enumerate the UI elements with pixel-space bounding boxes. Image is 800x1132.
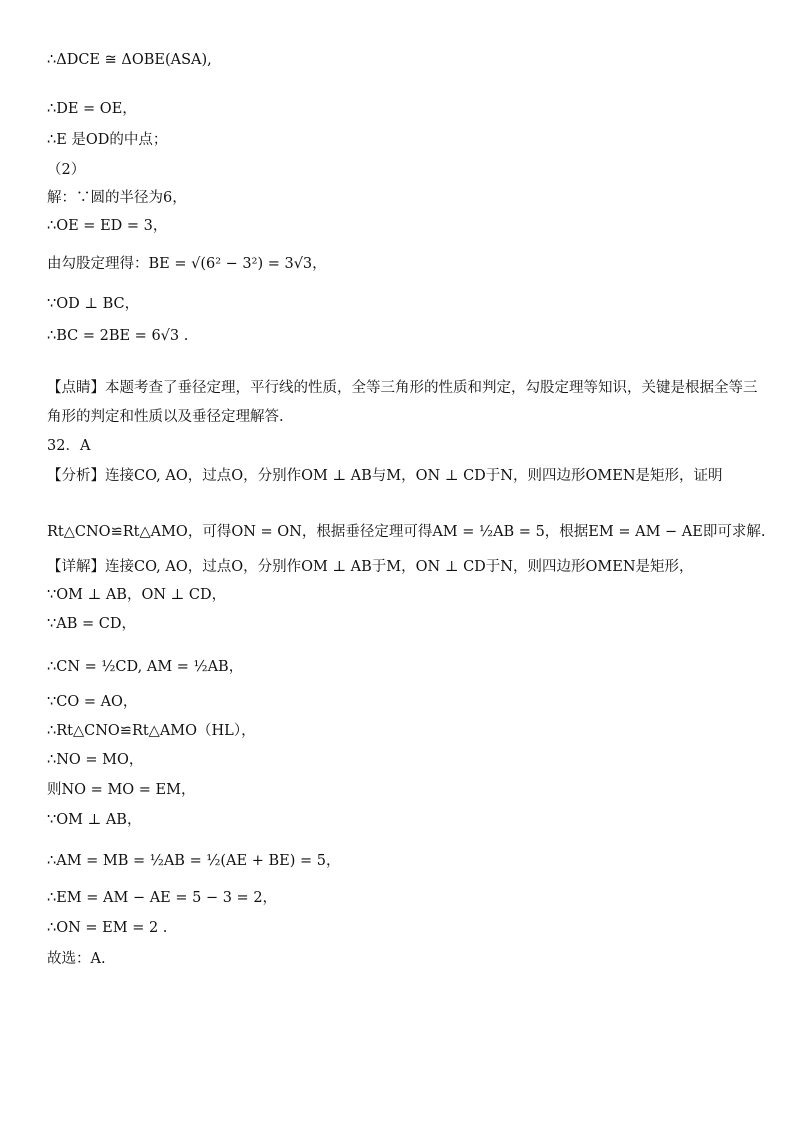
text-line: ∴DE = OE， [47, 101, 137, 117]
text-line: ∴NO = MO， [47, 752, 144, 768]
question-number: 32．A [47, 438, 91, 454]
text-line: ∴ON = EM = 2 . [47, 920, 168, 936]
text-line: ∴BC = 2BE = 6√3 . [47, 328, 189, 344]
text-line: ∵OM ⊥ AB， [47, 812, 142, 828]
text-line: ∵CO = AO， [47, 694, 138, 710]
analysis-line: 【分析】连接CO, AO，过点O，分别作OM ⊥ AB与M，ON ⊥ CD于N，则四边形OMEN是矩形，证明 [47, 468, 723, 484]
detail-line: 【详解】连接CO, AO，过点O，分别作OM ⊥ AB于M，ON ⊥ CD于N，则四边形OMEN是矩形， [47, 559, 694, 575]
text-line: 由勾股定理得：BE = √(6² − 3²) = 3√3， [47, 256, 327, 272]
text-line: ∴OE = ED = 3， [47, 218, 168, 234]
text-line: ∵AB = CD， [47, 616, 136, 632]
text-line: ∵OM ⊥ AB，ON ⊥ CD， [47, 587, 227, 603]
text-line: ∴AM = MB = ½AB = ½(AE + BE) = 5， [47, 853, 341, 869]
note-line: 角形的判定和性质以及垂径定理解答. [47, 409, 284, 425]
text-line: （2） [47, 162, 86, 178]
text-line: 则NO = MO = EM， [47, 782, 196, 798]
text-line: ∵OD ⊥ BC， [47, 296, 140, 312]
note-line: 【点睛】本题考查了垂径定理，平行线的性质，全等三角形的性质和判定，勾股定理等知识，关键是根据全等三 [47, 380, 758, 396]
text-line: ∴CN = ½CD, AM = ½AB， [47, 659, 244, 675]
answer-line: 故选：A. [47, 951, 106, 967]
analysis-line: Rt△CNO≌Rt△AMO，可得ON = ON，根据垂径定理可得AM = ½AB = 5，根据EM = AM − AE即可求解. [47, 524, 766, 540]
text-line: ∴Rt△CNO≌Rt△AMO（HL）， [47, 723, 256, 739]
text-line: 解：∵圆的半径为6， [47, 190, 187, 206]
text-line: ∴E 是OD的中点； [47, 132, 168, 148]
text-line: ∴EM = AM − AE = 5 − 3 = 2， [47, 890, 278, 906]
text-line: ∴ΔDCE ≅ ΔOBE(ASA), [47, 52, 212, 68]
